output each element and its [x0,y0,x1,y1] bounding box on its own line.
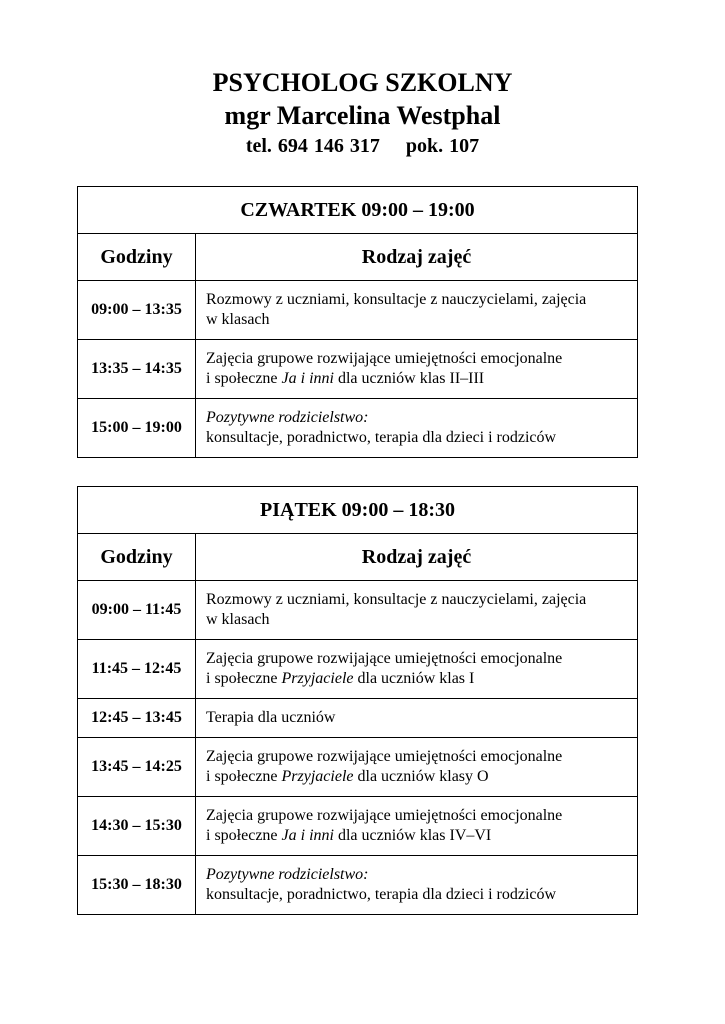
activity-cell [196,581,638,640]
activity-cell [196,340,638,399]
time-cell: 09:00 – 11:45 [78,581,196,640]
activity-text: Zajęcia grupowe rozwijające umiejętności emocjonalne [206,650,563,667]
thursday-day-header: CZWARTEK 09:00 – 19:00 [78,187,638,234]
activity-text: w klasach [206,311,270,328]
table-row [78,856,638,915]
time-cell: 14:30 – 15:30 [78,797,196,856]
program-name: Pozytywne rodzicielstwo: [206,409,369,426]
friday-day-header: PIĄTEK 09:00 – 18:30 [78,487,638,534]
table-row [78,699,638,738]
program-name: Przyjaciele [281,670,354,687]
activity-text: dla uczniów klas IV–VI [333,827,492,844]
activity-text: dla uczniów klasy O [353,768,489,785]
friday-schedule-table [77,486,638,915]
time-cell: 15:00 – 19:00 [78,399,196,458]
program-name: Ja i inni [281,370,334,387]
program-name: Ja i inni [281,827,334,844]
table-row [78,640,638,699]
time-cell: 13:45 – 14:25 [78,738,196,797]
table-row [78,281,638,340]
column-header-activity: Rodzaj zajęć [196,534,638,581]
activity-text: i społeczne [206,768,282,785]
room-number: pok. 107 [405,135,480,157]
table-row [78,581,638,640]
psychologist-name: mgr Marcelina Westphal [224,101,501,130]
activity-text: Zajęcia grupowe rozwijające umiejętności emocjonalne [206,807,563,824]
activity-cell [196,797,638,856]
activity-text: i społeczne [206,370,282,387]
thursday-schedule-table [77,186,638,458]
phone-number: tel. 694 146 317 [245,135,380,157]
document-title: PSYCHOLOG SZKOLNY [212,68,513,97]
table-row [78,399,638,458]
activity-text: Zajęcia grupowe rozwijające umiejętności emocjonalne [206,350,563,367]
activity-cell [196,738,638,797]
activity-cell [196,856,638,915]
activity-cell [196,699,638,738]
table-row [78,797,638,856]
time-cell: 11:45 – 12:45 [78,640,196,699]
table-row [78,738,638,797]
program-name: Przyjaciele [281,768,354,785]
program-name: Pozytywne rodzicielstwo: [206,866,369,883]
activity-text: Zajęcia grupowe rozwijające umiejętności emocjonalne [206,748,563,765]
activity-text: dla uczniów klas II–III [333,370,485,387]
activity-text: w klasach [206,611,270,628]
activity-text: konsultacje, poradnictwo, terapia dla dzieci i rodziców [206,429,557,446]
time-cell: 15:30 – 18:30 [78,856,196,915]
time-cell: 13:35 – 14:35 [78,340,196,399]
column-header-hours: Godziny [78,234,196,281]
column-header-hours: Godziny [78,534,196,581]
activity-text: dla uczniów klas I [353,670,475,687]
document-header [0,66,725,160]
activity-text: Rozmowy z uczniami, konsultacje z nauczycielami, zajęcia [206,591,587,608]
time-cell: 09:00 – 13:35 [78,281,196,340]
time-cell: 12:45 – 13:45 [78,699,196,738]
activity-cell [196,640,638,699]
column-header-activity: Rodzaj zajęć [196,234,638,281]
table-row [78,340,638,399]
activity-text: Terapia dla uczniów [206,709,336,726]
activity-text: Rozmowy z uczniami, konsultacje z nauczycielami, zajęcia [206,291,587,308]
activity-cell [196,399,638,458]
activity-text: i społeczne [206,670,282,687]
activity-text: i społeczne [206,827,282,844]
activity-cell [196,281,638,340]
activity-text: konsultacje, poradnictwo, terapia dla dzieci i rodziców [206,886,557,903]
contact-line [0,132,725,160]
